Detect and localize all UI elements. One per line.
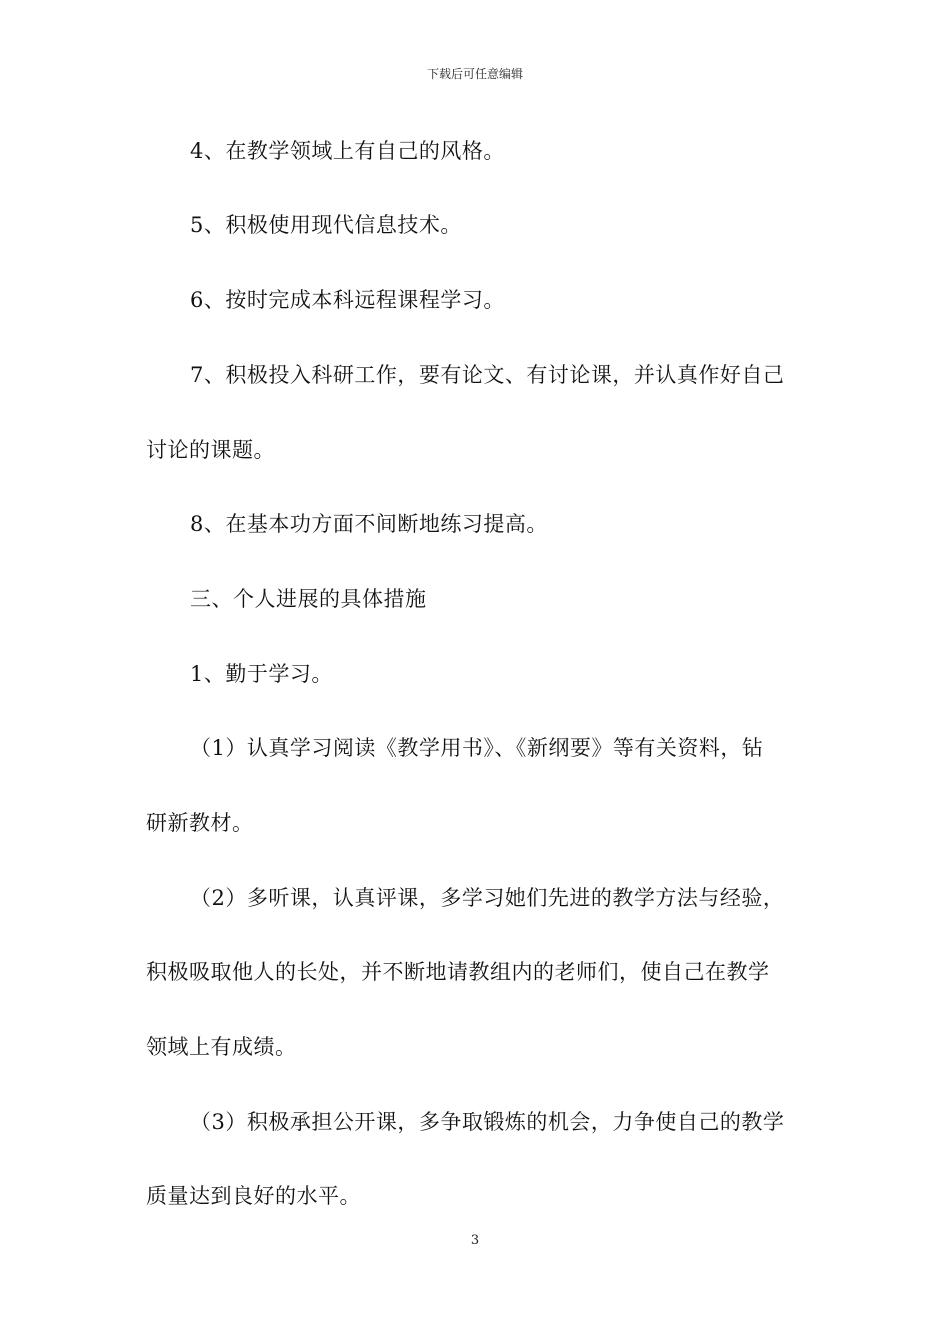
- section-heading: 三、个人进展的具体措施: [190, 587, 427, 611]
- paragraph-line: 6、按时完成本科远程课程学习。: [190, 288, 505, 312]
- paragraph-line: 5、积极使用现代信息技术。: [190, 213, 462, 237]
- paragraph-line: 8、在基本功方面不间断地练习提高。: [190, 512, 548, 536]
- paragraph-line: 积极吸取他人的长处，并不断地请教组内的老师们，使自己在教学: [146, 960, 770, 984]
- paragraph-line: （1）认真学习阅读《教学用书》、《新纲要》等有关资料，钻: [190, 736, 764, 760]
- page-number: 3: [470, 1233, 480, 1248]
- paragraph-line: 质量达到良好的水平。: [146, 1184, 361, 1208]
- paragraph-line: 7、积极投入科研工作，要有论文、有讨论课，并认真作好自己: [190, 363, 785, 387]
- paragraph-line: 1、勤于学习。: [190, 662, 333, 686]
- paragraph-line: 领域上有成绩。: [146, 1035, 297, 1059]
- paragraph-line: 4、在教学领域上有自己的风格。: [190, 139, 505, 163]
- paragraph-line: （2）多听课，认真评课，多学习她们先进的教学方法与经验，: [190, 886, 785, 910]
- paragraph-line: （3）积极承担公开课，多争取锻炼的机会，力争使自己的教学: [190, 1110, 785, 1134]
- paragraph-line: 讨论的课题。: [146, 438, 275, 462]
- page-header: 下载后可任意编辑: [426, 67, 523, 81]
- paragraph-line: 研新教材。: [146, 811, 254, 835]
